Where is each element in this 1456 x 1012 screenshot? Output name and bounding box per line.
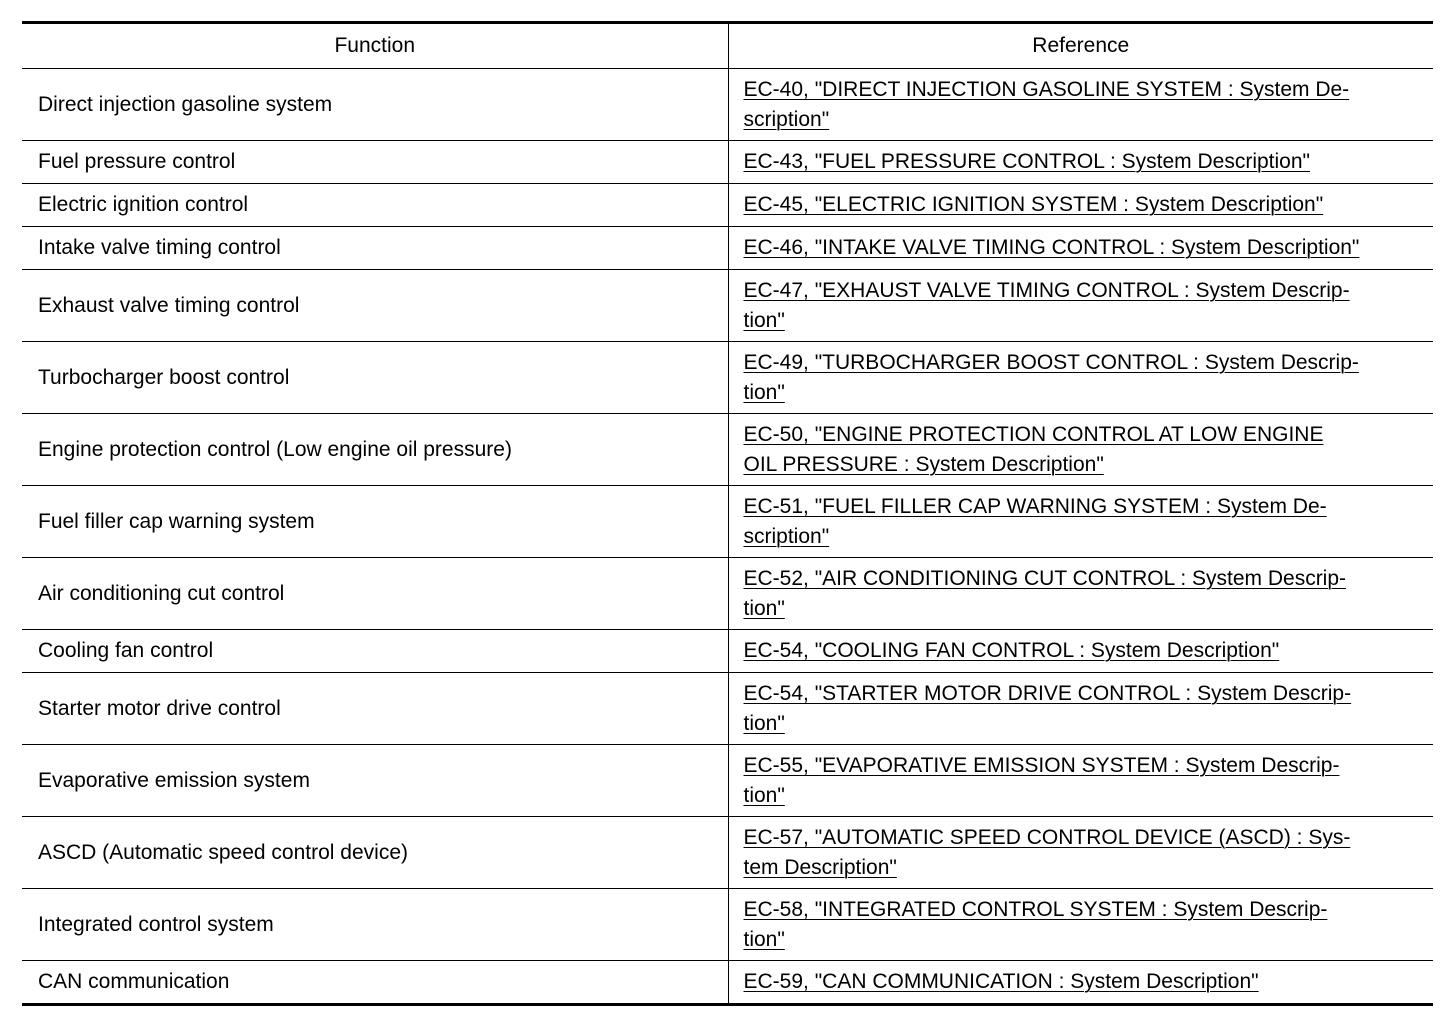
table-body bbox=[22, 69, 1433, 1005]
reference-link-line: tion" bbox=[743, 596, 785, 620]
header-row bbox=[22, 23, 1433, 69]
reference-link-line: tion" bbox=[743, 783, 785, 807]
reference-link-line: EC-54, "COOLING FAN CONTROL : System Description" bbox=[743, 639, 1280, 662]
reference-cell bbox=[728, 961, 1433, 1005]
reference-cell bbox=[728, 486, 1433, 558]
function-cell: ASCD (Automatic speed control device) bbox=[22, 817, 728, 889]
table-header bbox=[22, 23, 1433, 69]
reference-link-line: tem Description" bbox=[743, 855, 897, 879]
function-cell: Cooling fan control bbox=[22, 630, 728, 673]
reference-link[interactable] bbox=[744, 150, 1311, 173]
reference-cell bbox=[728, 558, 1433, 630]
reference-link-line: tion" bbox=[743, 927, 785, 951]
reference-link-line: EC-52, "AIR CONDITIONING CUT CONTROL : System Descrip- bbox=[743, 566, 1347, 590]
reference-link[interactable] bbox=[744, 567, 1347, 620]
function-cell: Starter motor drive control bbox=[22, 673, 728, 745]
table-row bbox=[22, 141, 1433, 184]
table-row bbox=[22, 889, 1433, 961]
reference-link-line: EC-57, "AUTOMATIC SPEED CONTROL DEVICE (ASCD) : Sys- bbox=[743, 825, 1351, 849]
reference-link-line: tion" bbox=[743, 308, 785, 332]
reference-link-line: EC-51, "FUEL FILLER CAP WARNING SYSTEM : System De- bbox=[743, 494, 1327, 518]
function-cell: Integrated control system bbox=[22, 889, 728, 961]
reference-link-line: OIL PRESSURE : System Description" bbox=[743, 452, 1104, 476]
reference-link-line: EC-59, "CAN COMMUNICATION : System Description" bbox=[743, 970, 1259, 993]
function-cell: CAN communication bbox=[22, 961, 728, 1005]
reference-link-line: EC-50, "ENGINE PROTECTION CONTROL AT LOW ENGINE bbox=[743, 422, 1324, 446]
table-row bbox=[22, 342, 1433, 414]
table-row bbox=[22, 69, 1433, 141]
reference-cell bbox=[728, 414, 1433, 486]
function-cell: Engine protection control (Low engine oil pressure) bbox=[22, 414, 728, 486]
table-row bbox=[22, 745, 1433, 817]
reference-cell bbox=[728, 673, 1433, 745]
function-cell: Fuel filler cap warning system bbox=[22, 486, 728, 558]
table-row bbox=[22, 961, 1433, 1005]
reference-link-line: EC-55, "EVAPORATIVE EMISSION SYSTEM : System Descrip- bbox=[743, 753, 1340, 777]
reference-link-line: EC-45, "ELECTRIC IGNITION SYSTEM : System Description" bbox=[743, 193, 1324, 216]
reference-link[interactable] bbox=[744, 898, 1328, 951]
reference-cell bbox=[728, 630, 1433, 673]
table-row bbox=[22, 558, 1433, 630]
reference-cell bbox=[728, 227, 1433, 270]
reference-cell bbox=[728, 342, 1433, 414]
reference-link-line: EC-58, "INTEGRATED CONTROL SYSTEM : System Descrip- bbox=[743, 897, 1328, 921]
function-cell: Air conditioning cut control bbox=[22, 558, 728, 630]
reference-link[interactable] bbox=[744, 423, 1324, 476]
reference-link-line: EC-46, "INTAKE VALVE TIMING CONTROL : System Description" bbox=[743, 236, 1360, 259]
reference-cell bbox=[728, 69, 1433, 141]
reference-link-line: scription" bbox=[743, 107, 830, 131]
reference-column-header: Reference bbox=[728, 23, 1433, 69]
reference-link[interactable] bbox=[744, 682, 1352, 735]
function-cell: Electric ignition control bbox=[22, 184, 728, 227]
reference-link[interactable] bbox=[744, 279, 1350, 332]
table-row bbox=[22, 227, 1433, 270]
function-cell: Intake valve timing control bbox=[22, 227, 728, 270]
reference-link[interactable] bbox=[744, 826, 1351, 879]
reference-link[interactable] bbox=[744, 236, 1360, 259]
function-cell: Exhaust valve timing control bbox=[22, 270, 728, 342]
function-reference-table bbox=[22, 21, 1433, 1006]
reference-link[interactable] bbox=[744, 78, 1350, 131]
reference-link-line: EC-49, "TURBOCHARGER BOOST CONTROL : System Descrip- bbox=[743, 350, 1359, 374]
reference-link[interactable] bbox=[744, 193, 1324, 216]
table-row bbox=[22, 486, 1433, 558]
table-row bbox=[22, 630, 1433, 673]
table-row bbox=[22, 817, 1433, 889]
table-row bbox=[22, 673, 1433, 745]
reference-link[interactable] bbox=[744, 639, 1280, 662]
function-column-header: Function bbox=[22, 23, 728, 69]
reference-cell bbox=[728, 184, 1433, 227]
reference-cell bbox=[728, 817, 1433, 889]
reference-link[interactable] bbox=[744, 351, 1359, 404]
reference-link-line: scription" bbox=[743, 524, 830, 548]
function-cell: Turbocharger boost control bbox=[22, 342, 728, 414]
reference-cell bbox=[728, 889, 1433, 961]
reference-cell bbox=[728, 745, 1433, 817]
table-row bbox=[22, 270, 1433, 342]
function-cell: Evaporative emission system bbox=[22, 745, 728, 817]
function-cell: Fuel pressure control bbox=[22, 141, 728, 184]
reference-link-line: EC-43, "FUEL PRESSURE CONTROL : System Description" bbox=[743, 150, 1310, 173]
reference-link-line: tion" bbox=[743, 380, 785, 404]
reference-link-line: EC-47, "EXHAUST VALVE TIMING CONTROL : System Descrip- bbox=[743, 278, 1350, 302]
reference-link[interactable] bbox=[744, 495, 1327, 548]
reference-link[interactable] bbox=[744, 970, 1259, 993]
reference-link-line: EC-40, "DIRECT INJECTION GASOLINE SYSTEM : System De- bbox=[743, 77, 1350, 101]
reference-link-line: tion" bbox=[743, 711, 785, 735]
reference-cell bbox=[728, 270, 1433, 342]
reference-link-line: EC-54, "STARTER MOTOR DRIVE CONTROL : System Descrip- bbox=[743, 681, 1352, 705]
table-row bbox=[22, 184, 1433, 227]
table-row bbox=[22, 414, 1433, 486]
reference-link[interactable] bbox=[744, 754, 1340, 807]
function-cell: Direct injection gasoline system bbox=[22, 69, 728, 141]
reference-cell bbox=[728, 141, 1433, 184]
